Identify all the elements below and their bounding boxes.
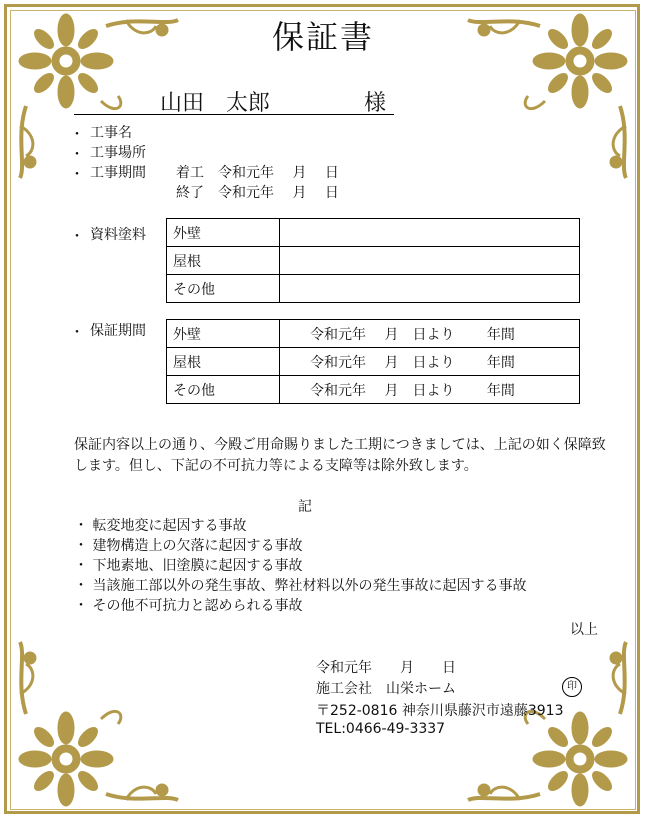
list-item (74, 556, 526, 576)
materials-part: 外壁 (167, 219, 280, 247)
exclusion-text: 転変地変に起因する事故 (92, 518, 247, 534)
bullet-icon: ・ (74, 558, 93, 574)
list-item (74, 536, 526, 556)
recipient-line (74, 86, 394, 115)
warranty-period: 令和元年 月 日より 年間 (280, 348, 580, 376)
list-item (74, 576, 526, 596)
table-row (167, 320, 580, 348)
bullet-icon: ・ (74, 598, 93, 614)
list-item (74, 596, 526, 616)
materials-label: 資料塗料 (90, 227, 146, 243)
table-row (167, 219, 580, 247)
table-row (167, 348, 580, 376)
footer-address: 〒252-0816 神奈川県藤沢市遠藤3913 (316, 703, 564, 719)
materials-value (280, 247, 580, 275)
warranty-table (166, 319, 580, 404)
exclusion-list (74, 516, 526, 616)
seal-stamp: 印 (562, 677, 582, 697)
footer-company: 施工会社 山栄ホーム (316, 681, 456, 697)
footer-tel: TEL:0466-49-3337 (316, 721, 446, 737)
exclusion-text: 建物構造上の欠落に起因する事故 (92, 538, 303, 554)
detail-label-period: 工事期間 (90, 165, 146, 181)
bullet-icon: ・ (74, 578, 93, 594)
warranty-part: その他 (167, 376, 280, 404)
table-row (167, 247, 580, 275)
materials-table (166, 218, 580, 303)
exclusion-text: 当該施工部以外の発生事故、弊社材料以外の発生事故に起因する事故 (92, 578, 527, 594)
materials-value (280, 275, 580, 303)
exclusion-text: その他不可抗力と認められる事故 (92, 598, 303, 614)
bullet-icon: ・ (70, 147, 84, 163)
bullet-icon: ・ (74, 538, 93, 554)
detail-label-location: 工事場所 (90, 145, 146, 161)
materials-value (280, 219, 580, 247)
bullet-icon: ・ (70, 325, 84, 341)
warranty-statement: 保証内容以上の通り、今殿ご用命賜りました工期につきましては、上記の如く保障致します。但し、下記の不可抗力等による支障等は除外致します。 (74, 437, 606, 474)
recipient-name: 山田 太郎 (160, 91, 271, 116)
period-end: 終了 令和元年 月 日 (176, 185, 339, 201)
corner-ornament-icon (6, 634, 186, 814)
warranty-part: 屋根 (167, 348, 280, 376)
footer-date: 令和元年 月 日 (316, 660, 456, 676)
corner-ornament-icon (460, 634, 640, 814)
ki-heading: 記 (298, 499, 312, 515)
recipient-honorific: 様 (364, 91, 387, 116)
materials-part: その他 (167, 275, 280, 303)
bullet-icon: ・ (70, 229, 84, 245)
document-title: 保証書 (271, 18, 374, 56)
warranty-period: 令和元年 月 日より 年間 (280, 320, 580, 348)
period-start: 着工 令和元年 月 日 (176, 165, 339, 181)
table-row (167, 376, 580, 404)
warranty-label: 保証期間 (90, 323, 146, 339)
warranty-period: 令和元年 月 日より 年間 (280, 376, 580, 404)
closing-ijo: 以上 (570, 622, 598, 638)
exclusion-text: 下地素地、旧塗膜に起因する事故 (92, 558, 303, 574)
list-item (74, 516, 526, 536)
materials-part: 屋根 (167, 247, 280, 275)
bullet-icon: ・ (70, 127, 84, 143)
bullet-icon: ・ (74, 518, 93, 534)
bullet-icon: ・ (70, 167, 84, 183)
table-row (167, 275, 580, 303)
detail-label-project: 工事名 (90, 125, 132, 141)
warranty-part: 外壁 (167, 320, 280, 348)
